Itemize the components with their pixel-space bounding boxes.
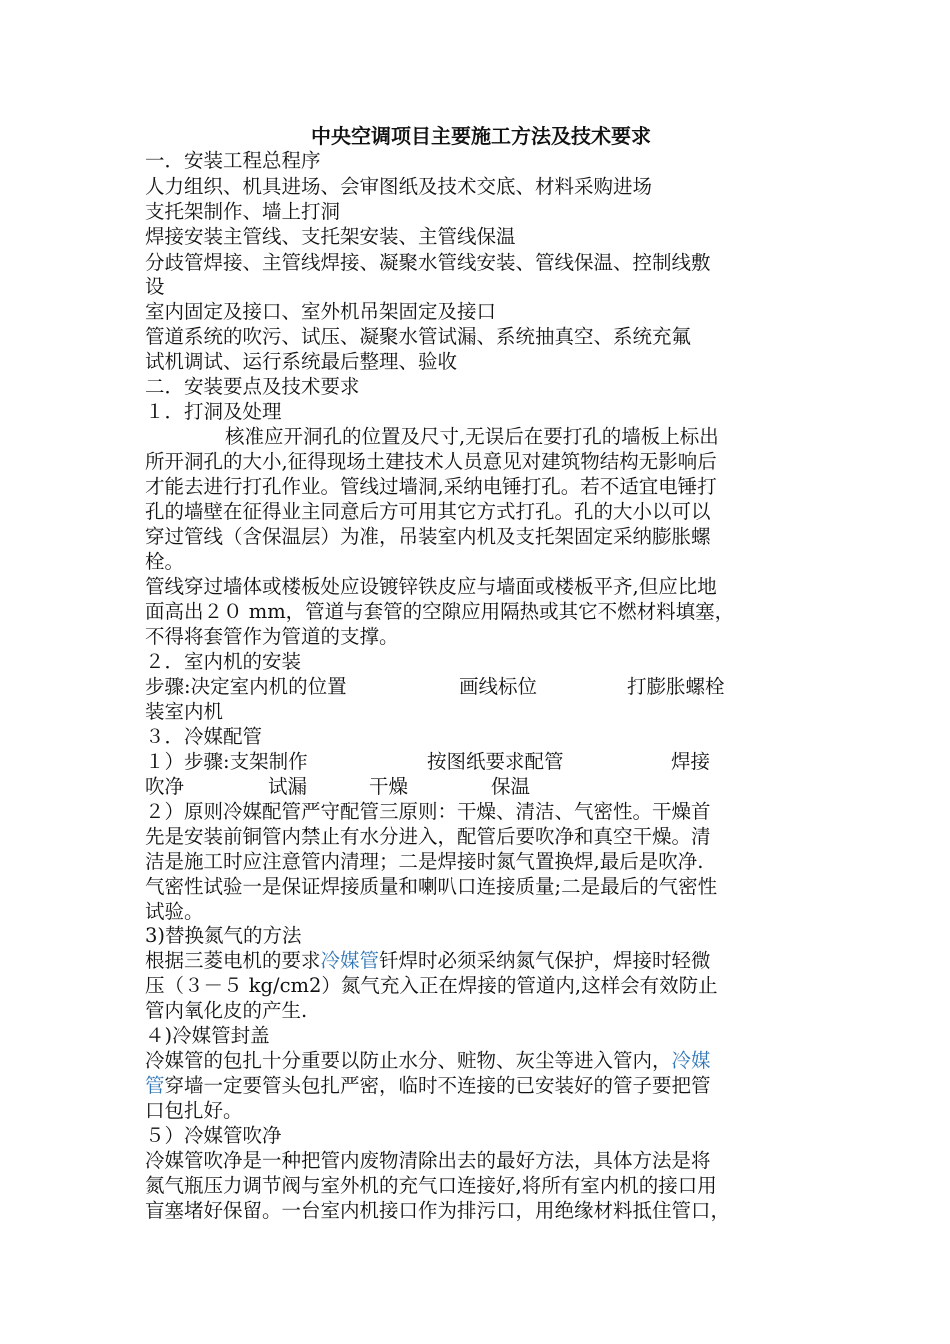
text-line: 口包扎好。 bbox=[145, 1099, 243, 1122]
step-item: 焊接 bbox=[671, 750, 711, 773]
text-line: 室内固定及接口、室外机吊架固定及接口 bbox=[145, 300, 497, 323]
text-line: 面高出２０ mm，管道与套管的空隙应用隔热或其它不燃材料填塞， bbox=[145, 600, 735, 623]
text-line bbox=[145, 1048, 711, 1073]
step-item: 保温 bbox=[491, 775, 531, 798]
text-line: 不得将套管作为管道的支撑。 bbox=[145, 625, 399, 648]
step-label: １）步骤:支架制作 bbox=[145, 750, 308, 773]
text-line: 人力组织、机具进场、会审图纸及技术交底、材料采购进场 bbox=[145, 175, 653, 198]
subsection-3-heading: ３．冷媒配管 bbox=[145, 725, 263, 748]
text-line: 核准应开洞孔的位置及尺寸,无误后在要打孔的墙板上标出 bbox=[225, 425, 719, 448]
sub-item-heading: ４)冷媒管封盖 bbox=[145, 1024, 270, 1047]
text-line: 穿过管线（含保温层）为准，吊装室内机及支托架固定采纳膨胀螺 bbox=[145, 525, 711, 548]
text-line: 氮气瓶压力调节阀与室外机的充气口连接好,将所有室内机的接口用 bbox=[145, 1174, 717, 1197]
text-span: 冷媒管的包扎十分重要以防止水分、赃物、灰尘等进入管内， bbox=[145, 1049, 672, 1072]
section-1-heading: 一．安装工程总程序 bbox=[145, 149, 321, 172]
text-line: 焊接安装主管线、支托架安装、主管线保温 bbox=[145, 225, 516, 248]
sub-item-heading: 3)替换氮气的方法 bbox=[145, 924, 302, 947]
text-line: 管内氧化皮的产生. bbox=[145, 999, 308, 1022]
step-label: 步骤:决定室内机的位置 bbox=[145, 675, 347, 698]
text-line: 气密性试验一是保证焊接质量和喇叭口连接质量;二是最后的气密性 bbox=[145, 875, 718, 898]
text-span: 钎焊时必须采纳氮气保护，焊接时轻微 bbox=[379, 949, 711, 972]
subsection-2-heading: ２．室内机的安装 bbox=[145, 650, 302, 673]
text-line: 支托架制作、墙上打洞 bbox=[145, 200, 341, 223]
step-item: 干燥 bbox=[369, 775, 409, 798]
text-line: 盲塞堵好保留。一台室内机接口作为排污口，用绝缘材料抵住管口， bbox=[145, 1199, 731, 1222]
refrigerant-pipe-link[interactable]: 冷媒管 bbox=[320, 949, 380, 972]
text-line: 才能去进行打孔作业。管线过墙洞,采纳电锤打孔。若不适宜电锤打 bbox=[145, 475, 717, 498]
text-span: 穿墙一定要管头包扎严密，临时不连接的已安装好的管子要把管 bbox=[164, 1074, 711, 1097]
subsection-1-heading: １．打洞及处理 bbox=[145, 400, 282, 423]
text-span: 根据三菱电机的要求 bbox=[145, 949, 321, 972]
text-line: 孔的墙壁在征得业主同意后方可用其它方式打孔。孔的大小以可以 bbox=[145, 500, 711, 523]
text-line: 设 bbox=[145, 275, 165, 298]
text-line: ２）原则冷媒配管严守配管三原则：干燥、清洁、气密性。干燥首 bbox=[145, 800, 711, 823]
text-line: 分歧管焊接、主管线焊接、凝聚水管线安装、管线保温、控制线敷 bbox=[145, 251, 711, 274]
text-line: 栓。 bbox=[145, 550, 185, 573]
text-line: 先是安装前铜管内禁止有水分进入，配管后要吹净和真空干燥。清 bbox=[145, 825, 711, 848]
step-item: 画线标位 bbox=[459, 675, 538, 698]
text-line: 压（３－５ kg/cm2）氮气充入正在焊接的管道内,这样会有效防止 bbox=[145, 974, 718, 997]
step-item: 吹净 bbox=[145, 775, 185, 798]
text-line: 所开洞孔的大小,征得现场土建技术人员意见对建筑物结构无影响后 bbox=[145, 450, 717, 473]
text-line: 洁是施工时应注意管内清理；二是焊接时氮气置换焊,最后是吹净. bbox=[145, 850, 704, 873]
refrigerant-pipe-link[interactable]: 冷媒 bbox=[671, 1049, 711, 1072]
step-item: 按图纸要求配管 bbox=[427, 750, 564, 773]
step-item: 试漏 bbox=[268, 775, 308, 798]
text-line: 试验。 bbox=[145, 900, 204, 923]
text-line: 试机调试、运行系统最后整理、验收 bbox=[145, 350, 458, 373]
sub-item-heading: ５）冷媒管吹净 bbox=[145, 1124, 282, 1147]
section-2-heading: 二．安装要点及技术要求 bbox=[145, 375, 360, 398]
step-item: 装室内机 bbox=[145, 700, 224, 723]
refrigerant-pipe-link[interactable]: 管 bbox=[145, 1074, 165, 1097]
text-line: 冷媒管吹净是一种把管内废物清除出去的最好方法，具体方法是将 bbox=[145, 1149, 711, 1172]
text-line: 管线穿过墙体或楼板处应设镀锌铁皮应与墙面或楼板平齐,但应比地 bbox=[145, 575, 717, 598]
document-title: 中央空调项目主要施工方法及技术要求 bbox=[311, 124, 651, 148]
step-item: 打膨胀螺栓 bbox=[627, 675, 725, 698]
text-line: 管道系统的吹污、试压、凝聚水管试漏、系统抽真空、系统充氟 bbox=[145, 325, 692, 348]
text-line bbox=[145, 948, 711, 973]
text-line bbox=[145, 1073, 711, 1098]
